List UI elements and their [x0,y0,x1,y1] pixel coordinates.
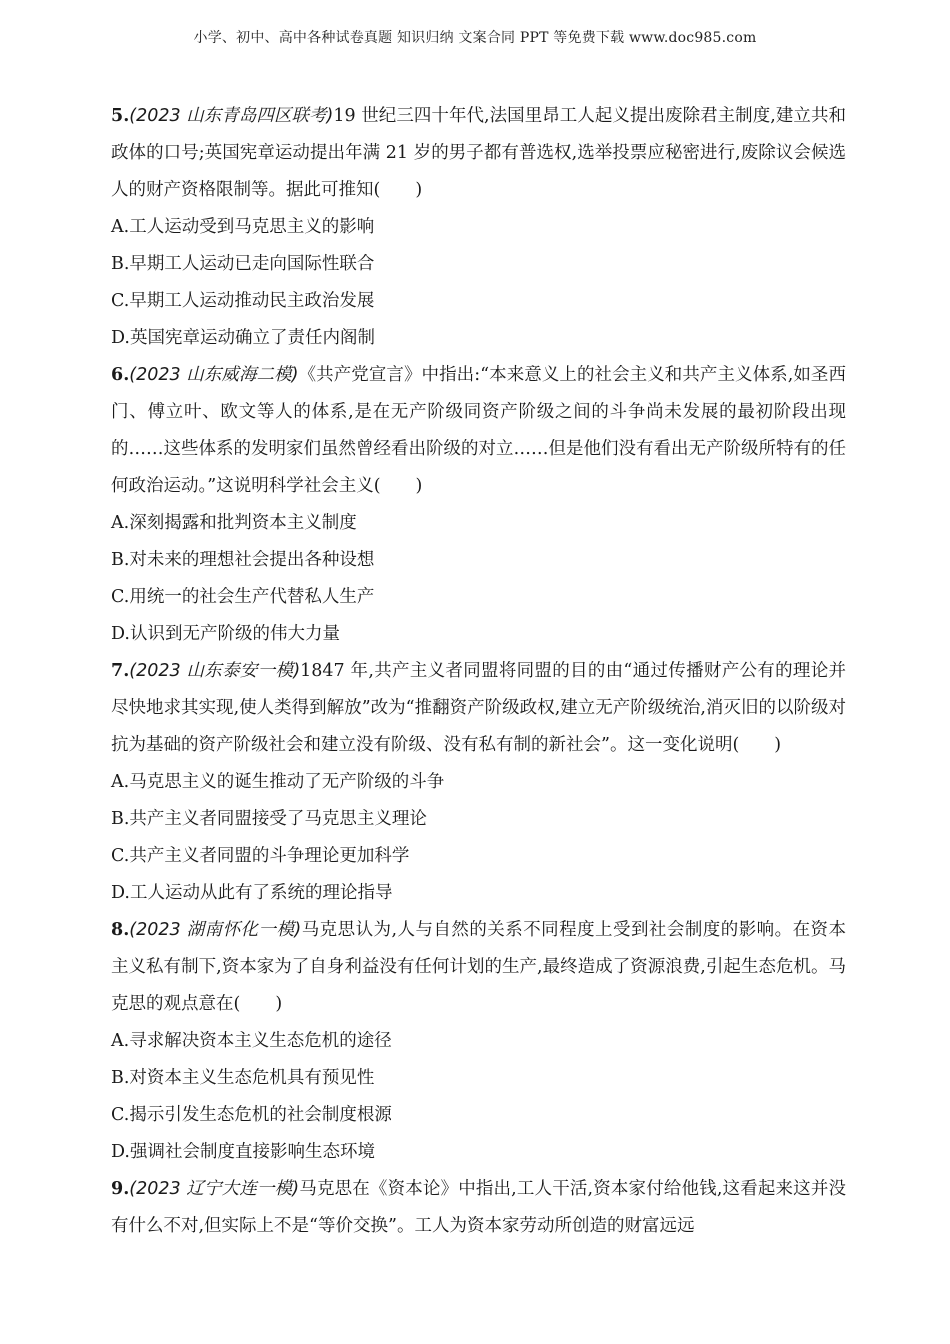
question-source: (2023 山东泰安一模) [129,661,301,681]
option-c: C.早期工人运动推动民主政治发展 [111,291,375,311]
option-a: A.深刻揭露和批判资本主义制度 [111,513,357,533]
question-stem: 5.(2023 山东青岛四区联考)19 世纪三四十年代,法国里昂工人起义提出废除君主制度,建立共和政体的口号;英国宪章运动提出年满 21 岁的男子都有普选权,选举投票应秘密进行,废除议会候选人的财产资格限制等。据此可推知( ) [111,106,846,200]
option-b: B.早期工人运动已走向国际性联合 [111,254,375,274]
question-6 [111,357,846,653]
option-d: D.工人运动从此有了系统的理论指导 [111,883,393,903]
question-9 [111,1171,846,1245]
question-8 [111,912,846,1171]
option-d: D.认识到无产阶级的伟大力量 [111,624,340,644]
question-source: (2023 湖南怀化一模) [129,920,302,940]
option-c: C.共产主义者同盟的斗争理论更加科学 [111,846,410,866]
page-header: 小学、初中、高中各种试卷真题 知识归纳 文案合同 PPT 等免费下载 www.doc985.com [193,30,757,46]
question-number: 7 [111,661,124,681]
question-text: 1847 年,共产主义者同盟将同盟的目的由“通过传播财产公有的理论并尽快地求其实现,使人类得到解放”改为“推翻资产阶级政权,建立无产阶级统治,消灭旧的以阶级对抗为基础的资产阶级社会和建立没有阶级、没有私有制的新社会”。这一变化说明( ) [111,661,846,755]
question-stem: 6.(2023 山东威海二模)《共产党宣言》中指出:“本来意义上的社会主义和共产主义体系,如圣西门、傅立叶、欧文等人的体系,是在无产阶级同资产阶级之间的斗争尚未发展的最初阶段出现的……这些体系的发明家们虽然曾经看出阶级的对立……但是他们没有看出无产阶级所特有的任何政治运动。”这说明科学社会主义( ) [111,365,846,496]
option-b: B.对未来的理想社会提出各种设想 [111,550,375,570]
question-number: 9 [111,1179,124,1199]
question-number: 5 [111,106,124,126]
option-c: C.揭示引发生态危机的社会制度根源 [111,1105,392,1125]
option-a: A.工人运动受到马克思主义的影响 [111,217,375,237]
option-c: C.用统一的社会生产代替私人生产 [111,587,375,607]
option-a: A.寻求解决资本主义生态危机的途径 [111,1031,392,1051]
question-7 [111,653,846,912]
question-list [111,98,846,1245]
option-a: A.马克思主义的诞生推动了无产阶级的斗争 [111,772,445,792]
question-text: 《共产党宣言》中指出:“本来意义上的社会主义和共产主义体系,如圣西门、傅立叶、欧文等人的体系,是在无产阶级同资产阶级之间的斗争尚未发展的最初阶段出现的……这些体系的发明家们虽然曾经看出阶级的对立……但是他们没有看出无产阶级所特有的任何政治运动。”这说明科学社会主义( ) [111,365,846,496]
question-stem: 7.(2023 山东泰安一模)1847 年,共产主义者同盟将同盟的目的由“通过传播财产公有的理论并尽快地求其实现,使人类得到解放”改为“推翻资产阶级政权,建立无产阶级统治,消灭旧的以阶级对抗为基础的资产阶级社会和建立没有阶级、没有私有制的新社会”。这一变化说明( ) [111,661,846,755]
question-5 [111,98,846,357]
question-source: (2023 辽宁大连一模) [129,1179,300,1199]
option-d: D.强调社会制度直接影响生态环境 [111,1142,375,1162]
question-stem: 9.(2023 辽宁大连一模)马克思在《资本论》中指出,工人干活,资本家付给他钱,这看起来这并没有什么不对,但实际上不是“等价交换”。工人为资本家劳动所创造的财富远远 [111,1179,846,1236]
option-b: B.对资本主义生态危机具有预见性 [111,1068,375,1088]
question-number: 8 [111,920,124,940]
question-text: 马克思在《资本论》中指出,工人干活,资本家付给他钱,这看起来这并没有什么不对,但实际上不是“等价交换”。工人为资本家劳动所创造的财富远远 [111,1179,846,1236]
question-number: 6 [111,365,124,385]
option-b: B.共产主义者同盟接受了马克思主义理论 [111,809,427,829]
question-source: (2023 山东青岛四区联考) [129,106,334,126]
question-source: (2023 山东威海二模) [129,365,299,385]
option-d: D.英国宪章运动确立了责任内阁制 [111,328,375,348]
question-text: 19 世纪三四十年代,法国里昂工人起义提出废除君主制度,建立共和政体的口号;英国宪章运动提出年满 21 岁的男子都有普选权,选举投票应秘密进行,废除议会候选人的财产资格限制等。据此可推知( ) [111,106,846,200]
question-stem: 8.(2023 湖南怀化一模)马克思认为,人与自然的关系不同程度上受到社会制度的影响。在资本主义私有制下,资本家为了自身利益没有任何计划的生产,最终造成了资源浪费,引起生态危机。马克思的观点意在( ) [111,920,846,1014]
question-text: 马克思认为,人与自然的关系不同程度上受到社会制度的影响。在资本主义私有制下,资本家为了自身利益没有任何计划的生产,最终造成了资源浪费,引起生态危机。马克思的观点意在( ) [111,920,846,1014]
